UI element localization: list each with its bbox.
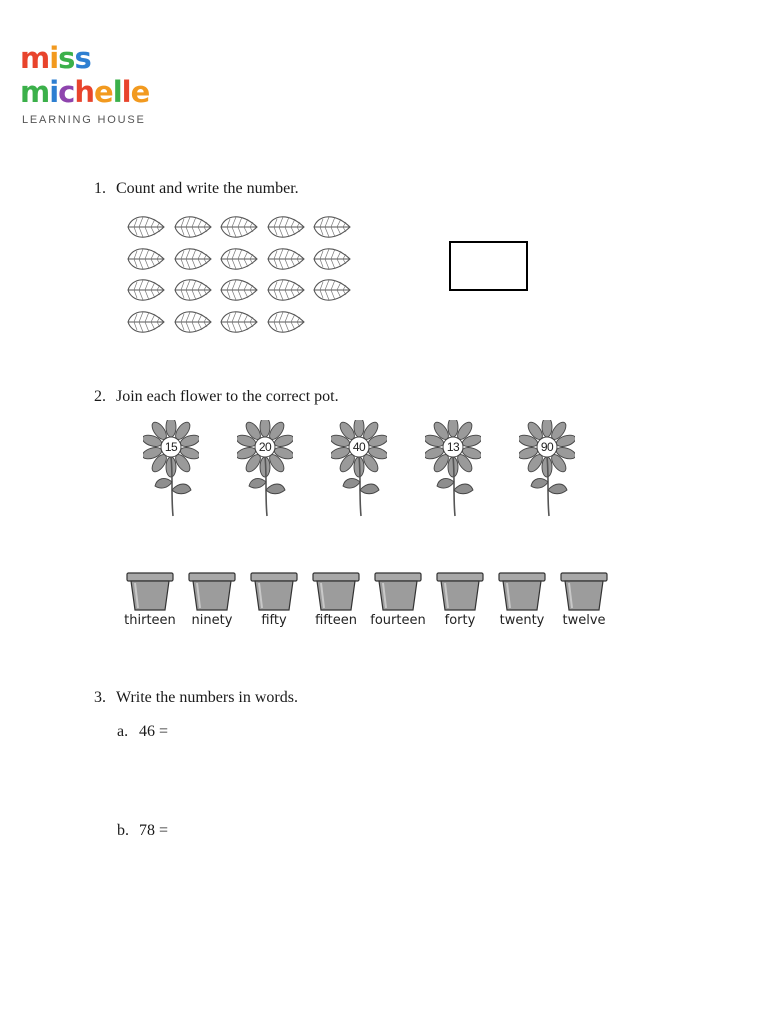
flower-icon[interactable] [425,420,481,518]
pot-label: fifteen [315,613,357,628]
leaf-icon [312,212,352,242]
leaf-icon [173,244,213,274]
question-2 [94,387,339,407]
pot-label: thirteen [124,613,176,628]
question-2-text: Join each flower to the correct pot. [116,388,339,405]
logo-subtitle: LEARNING HOUSE [22,114,146,126]
leaf-icon [219,212,259,242]
leaf-icon [173,212,213,242]
leaf-icon [312,244,352,274]
leaf-icon [126,212,166,242]
question-3-item-a [117,722,168,742]
leaf-icon [266,244,306,274]
question-2-number: 2. [94,388,106,405]
leaf-icon [266,275,306,305]
pot-icon[interactable] [560,572,608,612]
leaf-icon [173,307,213,337]
flower-number: 15 [164,440,178,454]
answer-box[interactable] [449,241,528,291]
flower-number: 90 [540,440,554,454]
flower-number: 20 [258,440,272,454]
leaf-icon [266,307,306,337]
question-1-number: 1. [94,180,106,197]
pot-label: forty [444,613,476,628]
pot-icon[interactable] [188,572,236,612]
leaf-icon [219,275,259,305]
pot-label: fourteen [370,613,426,628]
flower-number: 13 [446,440,460,454]
logo [20,41,160,130]
leaf-icon [126,244,166,274]
item-letter: b. [117,822,129,839]
pot-label: fifty [261,613,287,628]
logo-line-miss: miss [20,41,91,75]
item-text: 46 = [139,723,169,740]
pot-icon[interactable] [436,572,484,612]
logo-line-michelle: michelle [20,75,150,109]
leaf-icon [219,244,259,274]
question-3-number: 3. [94,689,106,706]
flower-icon[interactable] [331,420,387,518]
pot-label: twelve [562,613,606,628]
flower-icon[interactable] [143,420,199,518]
question-3 [94,688,298,708]
pot-icon[interactable] [498,572,546,612]
question-3-text: Write the numbers in words. [116,689,298,706]
question-1 [94,179,299,199]
item-letter: a. [117,723,129,740]
pot-icon[interactable] [126,572,174,612]
question-1-text: Count and write the number. [116,180,299,197]
flower-number: 40 [352,440,366,454]
leaf-icon [126,275,166,305]
item-text: 78 = [139,822,169,839]
leaf-icon [266,212,306,242]
leaf-icon [126,307,166,337]
pot-icon[interactable] [250,572,298,612]
pot-icon[interactable] [312,572,360,612]
pot-icon[interactable] [374,572,422,612]
flower-icon[interactable] [519,420,575,518]
leaf-icon [219,307,259,337]
leaf-icon [173,275,213,305]
pot-label: ninety [191,613,233,628]
leaf-icon [312,275,352,305]
flower-icon[interactable] [237,420,293,518]
pot-label: twenty [499,613,545,628]
question-3-item-b [117,821,168,841]
